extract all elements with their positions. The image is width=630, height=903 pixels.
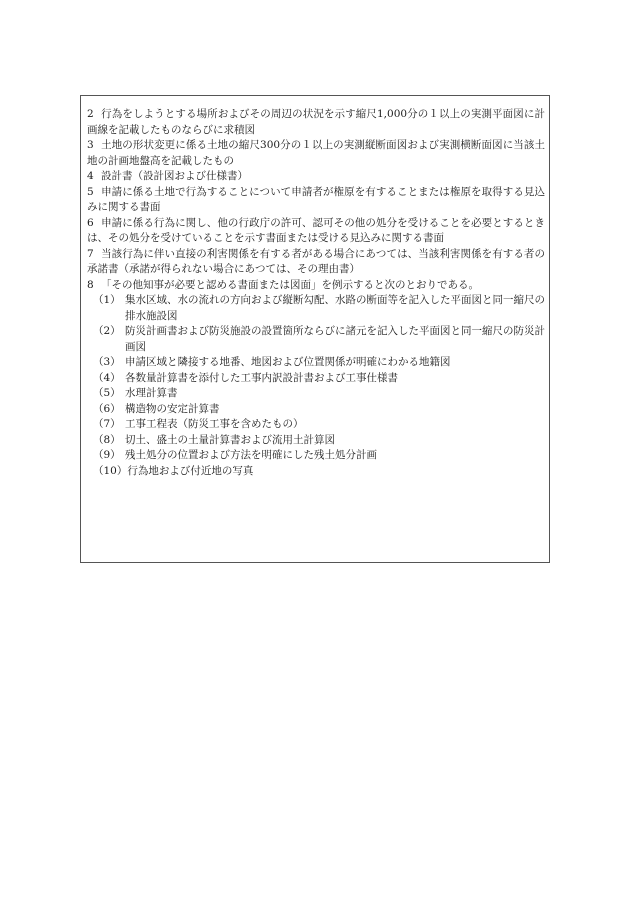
- list-item: [87, 169, 545, 185]
- sub-item-text: 行為地および付近地の写真: [127, 464, 254, 477]
- sub-item-text: 工事工程表（防災工事を含めたもの）: [125, 418, 304, 430]
- sub-item-number: （9）: [93, 449, 121, 461]
- sub-item-number: （1）: [93, 294, 121, 306]
- sub-item-number: （8）: [93, 433, 121, 446]
- item-number: 6: [87, 216, 94, 229]
- item-number: 8: [87, 278, 94, 291]
- sub-list-item: [87, 448, 545, 464]
- item-number: 3: [87, 139, 94, 151]
- item-text: 土地の形状変更に係る土地の縮尺300分の１以上の実測縦断面図および実測横断面図に当該土地の計画地盤高を記載したもの: [87, 139, 545, 167]
- sub-item-text: 集水区域、水の流れの方向および縦断勾配、水路の断面等を記入した平面図と同一縮尺の排水施設図: [125, 294, 545, 322]
- sub-list-item: [87, 355, 545, 371]
- sub-list-item: [87, 433, 545, 449]
- list-item: [87, 185, 545, 216]
- sub-item-text: 各数量計算書を添付した工事内訳設計書および工事仕様書: [125, 371, 398, 384]
- item-number: 5: [87, 185, 94, 198]
- sub-list-item: [87, 371, 545, 387]
- sub-item-list: [87, 293, 545, 479]
- item-text: 行為をしようとする場所およびその周辺の状況を示す縮尺1,000分の１以上の実測平面図に計画線を記載したものならびに求積図: [87, 108, 545, 136]
- sub-item-number: （7）: [93, 418, 121, 430]
- sub-list-item: [87, 464, 545, 480]
- sub-item-number: （2）: [93, 325, 121, 337]
- sub-list-item: [87, 417, 545, 433]
- item-text: 「その他知事が必要と認める書面または図面」を例示すると次のとおりである。: [101, 278, 479, 291]
- list-item: [87, 247, 545, 278]
- list-item: [87, 216, 545, 247]
- sub-item-number: （5）: [93, 387, 121, 399]
- item-text: 設計書（設計図および仕様書）: [101, 170, 248, 182]
- sub-item-text: 申請区域と隣接する地番、地図および位置関係が明確にわかる地籍図: [125, 356, 451, 368]
- sub-item-number: （10）: [93, 464, 128, 477]
- sub-item-number: （4）: [93, 371, 121, 384]
- item-number: 4: [87, 170, 94, 182]
- document-frame: [80, 95, 550, 563]
- sub-list-item: [87, 293, 545, 324]
- list-item: [87, 138, 545, 169]
- list-item: [87, 278, 545, 294]
- sub-item-text: 切土、盛土の土量計算書および流用土計算図: [125, 433, 335, 446]
- list-item: [87, 107, 545, 138]
- item-number: 7: [87, 247, 94, 260]
- sub-item-number: （3）: [93, 356, 121, 368]
- sub-list-item: [87, 386, 545, 402]
- sub-list-item: [87, 324, 545, 355]
- sub-item-text: 構造物の安定計算書: [125, 402, 220, 415]
- sub-item-text: 水理計算書: [125, 387, 178, 399]
- item-text: 申請に係る行為に関し、他の行政庁の許可、認可その他の処分を受けることを必要とするときは、その処分を受けていることを示す書面または受ける見込みに関する書面: [87, 216, 545, 244]
- sub-item-text: 防災計画書および防災施設の設置箇所ならびに諸元を記入した平面図と同一縮尺の防災計画図: [125, 325, 545, 353]
- sub-item-number: （6）: [93, 402, 121, 415]
- sub-item-text: 残土処分の位置および方法を明確にした残土処分計画: [125, 449, 377, 461]
- item-number: 2: [87, 108, 94, 120]
- sub-list-item: [87, 402, 545, 418]
- item-text: 申請に係る土地で行為することについて申請者が権原を有することまたは権原を取得する見込みに関する書面: [87, 185, 545, 213]
- item-text: 当該行為に伴い直接の利害関係を有する者がある場合にあつては、当該利害関係を有する者の承諾書（承諾が得られない場合にあつては、その理由書）: [87, 247, 545, 275]
